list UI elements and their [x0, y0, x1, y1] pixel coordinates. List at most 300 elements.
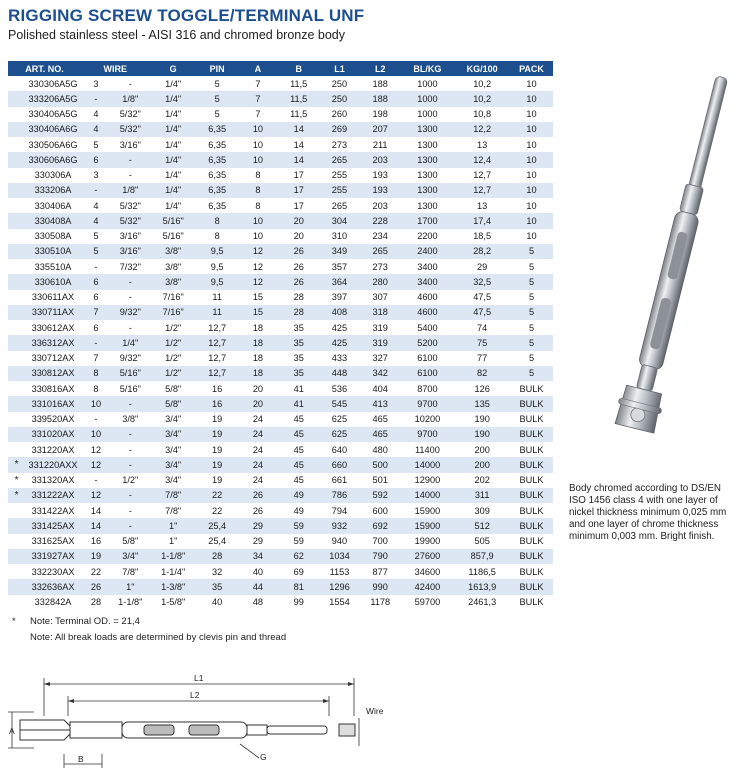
table-cell: 592 — [360, 488, 401, 503]
table-row — [8, 137, 553, 152]
table-cell: 5/16" — [119, 383, 141, 394]
table-cell: 12,7 — [197, 335, 238, 350]
table-cell: 47,5 — [473, 292, 492, 303]
table-cell: 28 — [293, 292, 304, 303]
table-cell: - — [111, 457, 150, 472]
table-cell: 330406A6G — [25, 122, 81, 137]
table-cell: 940 — [331, 536, 348, 547]
table-cell: 331020AX — [25, 427, 81, 442]
table-cell: 1/4" — [150, 152, 197, 167]
table-cell: 330306A — [34, 170, 72, 181]
table-cell: 1300 — [417, 139, 438, 150]
table-cell: BULK — [519, 414, 544, 425]
table-cell: 2461,3 — [468, 597, 497, 608]
table-cell: 330612AX — [31, 322, 75, 333]
row-marker — [8, 320, 25, 335]
table-cell: 12,2 — [454, 122, 510, 137]
table-cell: BULK — [510, 579, 553, 594]
table-cell: 203 — [360, 152, 401, 167]
table-cell: 59 — [278, 518, 319, 533]
row-marker — [8, 259, 25, 274]
table-cell: 3/4" — [150, 427, 197, 442]
table-row — [8, 381, 553, 396]
table-cell: 17 — [293, 200, 304, 211]
table-cell: 12 — [252, 261, 264, 272]
table-cell: 332230AX — [31, 566, 75, 577]
row-marker — [8, 366, 25, 381]
table-row — [8, 412, 553, 427]
table-cell: 5400 — [417, 322, 438, 333]
row-marker — [8, 198, 25, 213]
table-cell: 309 — [474, 505, 490, 516]
table-cell: 9,5 — [197, 244, 238, 259]
table-cell: 14 — [81, 518, 111, 533]
table-cell: 330711AX — [25, 305, 81, 320]
row-marker — [8, 564, 25, 579]
table-cell: 269 — [319, 122, 360, 137]
table-cell: 1296 — [319, 579, 360, 594]
table-cell: 625 — [319, 427, 360, 442]
table-cell: 26 — [252, 505, 264, 516]
table-cell: 34600 — [414, 566, 441, 577]
table-cell: 330606A6G — [25, 152, 81, 167]
table-cell: 12 — [81, 457, 111, 472]
row-marker: * — [14, 474, 19, 486]
table-cell: 28 — [197, 549, 238, 564]
table-cell: 12 — [238, 244, 279, 259]
table-cell: - — [111, 427, 150, 442]
table-cell: 6 — [93, 322, 99, 333]
table-cell: 19900 — [414, 536, 441, 547]
table-cell: 48 — [252, 597, 264, 608]
table-cell: 16 — [197, 396, 238, 411]
table-cell: 45 — [293, 444, 304, 455]
table-cell: 8700 — [417, 383, 438, 394]
table-cell: 35 — [293, 353, 304, 364]
table-cell: 5 — [528, 261, 535, 272]
row-marker: * — [8, 457, 25, 472]
table-cell: 5/32" — [119, 109, 141, 120]
table-cell: 3/16" — [119, 139, 141, 150]
table-cell: 333206A5G — [25, 91, 81, 106]
row-marker — [8, 274, 25, 289]
table-cell: 336312AX — [25, 335, 81, 350]
table-cell: 265 — [360, 244, 401, 259]
table-cell: 82 — [454, 366, 510, 381]
table-cell: 9,5 — [210, 261, 224, 272]
row-marker — [8, 335, 25, 350]
table-row — [8, 259, 553, 274]
row-marker — [8, 183, 25, 198]
table-cell: 19 — [212, 414, 223, 425]
table-cell: 1-1/4" — [161, 566, 186, 577]
table-row — [8, 595, 553, 610]
table-cell: 7/8" — [165, 505, 182, 516]
table-cell: 11,5 — [278, 91, 319, 106]
table-cell: 20 — [293, 231, 304, 242]
table-cell: 1034 — [319, 549, 360, 564]
table-cell: 25,4 — [197, 518, 238, 533]
row-marker — [8, 518, 25, 533]
row-marker — [8, 229, 25, 244]
table-cell: 188 — [372, 78, 388, 89]
table-cell: 18 — [252, 322, 264, 333]
table-cell: 9/32" — [119, 353, 141, 364]
table-cell: 330510A — [25, 244, 81, 259]
table-cell: 7 — [93, 353, 99, 364]
table-cell: 5 — [528, 353, 535, 364]
table-cell: 5 — [510, 274, 553, 289]
row-marker: * — [8, 488, 25, 503]
table-cell: 126 — [474, 383, 490, 394]
table-cell: 500 — [360, 457, 401, 472]
table-cell: 1/4" — [165, 109, 182, 120]
table-cell: 8 — [93, 383, 99, 394]
table-cell: - — [128, 322, 132, 333]
table-cell: 1/2" — [150, 366, 197, 381]
table-cell: 28,2 — [454, 244, 510, 259]
table-cell: 3/8" — [165, 261, 182, 272]
table-cell: 193 — [372, 170, 388, 181]
table-cell: - — [94, 414, 98, 425]
table-cell: 7/8" — [150, 488, 197, 503]
table-cell: 3/4" — [165, 475, 182, 486]
label-wire: Wire — [366, 706, 384, 716]
table-cell: 5 — [528, 322, 535, 333]
table-cell: 7/16" — [150, 305, 197, 320]
table-cell: 1/4" — [165, 139, 182, 150]
table-cell: 10,2 — [473, 78, 492, 89]
table-cell: 3400 — [417, 261, 438, 272]
table-cell: 10200 — [414, 414, 441, 425]
table-row — [8, 198, 553, 213]
col-a: A — [238, 61, 279, 76]
table-cell: 20 — [238, 396, 279, 411]
table-cell: 505 — [474, 536, 490, 547]
table-cell: 17 — [293, 170, 304, 181]
row-marker — [8, 107, 25, 122]
table-cell: 62 — [278, 549, 319, 564]
table-cell: 404 — [372, 383, 388, 394]
table-cell: 44 — [238, 579, 279, 594]
table-cell: 200 — [454, 457, 510, 472]
table-cell: 273 — [331, 139, 348, 150]
finish-description: Body chromed according to DS/EN ISO 1456 class 4 with one layer of nickel thickness minimum 0,025 mm and one layer of chrome thickness minimum 0,003 mm. Bright finish. — [569, 483, 727, 542]
table-cell: 24 — [252, 475, 264, 486]
table-cell: 10 — [526, 109, 537, 120]
table-cell: 28 — [278, 305, 319, 320]
row-marker — [8, 549, 25, 564]
table-cell: 1-5/8" — [161, 597, 186, 608]
table-cell: 6,35 — [208, 139, 227, 150]
table-cell: 1/8" — [111, 183, 150, 198]
table-cell: 7 — [238, 91, 279, 106]
table-cell: 349 — [319, 244, 360, 259]
table-cell: 15 — [252, 292, 264, 303]
table-cell: 12900 — [414, 475, 441, 486]
table-cell: 10 — [510, 152, 553, 167]
table-cell: 14000 — [401, 488, 455, 503]
table-cell: 5 — [510, 335, 553, 350]
table-cell: 1300 — [417, 200, 438, 211]
table-cell: 9700 — [401, 427, 455, 442]
table-cell: 786 — [319, 488, 360, 503]
table-cell: 794 — [331, 505, 348, 516]
table-cell: 1/8" — [111, 91, 150, 106]
table-cell: 1300 — [401, 152, 455, 167]
table-cell: 660 — [319, 457, 360, 472]
table-cell: 310 — [331, 231, 348, 242]
table-cell: BULK — [519, 597, 544, 608]
table-cell: 1613,9 — [454, 579, 510, 594]
table-cell: 8 — [214, 231, 220, 242]
table-cell: 10 — [510, 122, 553, 137]
table-cell: 413 — [360, 396, 401, 411]
table-cell: 10 — [510, 183, 553, 198]
table-cell: 397 — [331, 292, 348, 303]
table-cell: 990 — [360, 579, 401, 594]
table-cell: 250 — [331, 78, 348, 89]
table-cell: BULK — [510, 457, 553, 472]
row-marker — [8, 579, 25, 594]
table-cell: 1/2" — [122, 475, 139, 486]
table-cell: 10 — [510, 213, 553, 228]
table-cell: 1/4" — [150, 122, 197, 137]
table-cell: 11 — [212, 292, 222, 303]
table-cell: 10 — [238, 122, 279, 137]
spec-table-body — [8, 76, 553, 610]
table-cell: 331220AX — [31, 444, 75, 455]
table-cell: 2400 — [401, 244, 455, 259]
table-row — [8, 549, 553, 564]
table-cell: 34 — [238, 549, 279, 564]
table-cell: 3/4" — [165, 444, 182, 455]
table-cell: 330506A6G — [28, 139, 78, 150]
row-marker — [8, 244, 25, 259]
table-cell: BULK — [510, 396, 553, 411]
row-marker — [8, 213, 25, 228]
table-cell: 255 — [319, 183, 360, 198]
table-cell: 41 — [293, 383, 304, 394]
table-row — [8, 396, 553, 411]
table-cell: 18,5 — [473, 231, 492, 242]
table-cell: 330610A — [25, 274, 81, 289]
table-cell: - — [111, 396, 150, 411]
label-a: A — [9, 726, 15, 736]
table-cell: 319 — [360, 335, 401, 350]
table-cell: 331422AX — [31, 505, 75, 516]
table-cell: BULK — [519, 566, 544, 577]
table-row — [8, 320, 553, 335]
table-cell: 234 — [372, 231, 388, 242]
table-cell: 5/8" — [165, 383, 182, 394]
table-cell: 5 — [93, 139, 99, 150]
table-cell: 4600 — [417, 292, 438, 303]
table-cell: 465 — [372, 414, 388, 425]
label-l2: L2 — [190, 690, 200, 700]
table-cell: 10 — [526, 231, 537, 242]
table-cell: 14 — [293, 139, 304, 150]
table-cell: 3/8" — [150, 274, 197, 289]
table-cell: 69 — [293, 566, 304, 577]
table-cell: 5 — [528, 292, 535, 303]
table-cell: 26 — [238, 488, 279, 503]
table-cell: 20 — [252, 383, 264, 394]
table-cell: 6100 — [417, 353, 438, 364]
product-photo — [562, 60, 737, 480]
table-cell: - — [111, 152, 150, 167]
col-bl-kg: BL/KG — [401, 61, 455, 76]
table-cell: 22 — [212, 505, 223, 516]
table-cell: 448 — [319, 366, 360, 381]
table-cell: 20 — [278, 213, 319, 228]
table-row — [8, 152, 553, 167]
table-cell: 5/32" — [111, 122, 150, 137]
table-cell: 600 — [372, 505, 388, 516]
table-cell: 13 — [477, 139, 488, 150]
table-cell: 203 — [372, 200, 388, 211]
table-cell: 265 — [331, 200, 348, 211]
row-marker — [8, 534, 25, 549]
table-cell: 661 — [331, 475, 348, 486]
table-cell: 188 — [360, 91, 401, 106]
table-cell: 408 — [319, 305, 360, 320]
table-cell: 692 — [360, 518, 401, 533]
table-cell: 364 — [319, 274, 360, 289]
table-cell: 5 — [214, 78, 220, 89]
table-cell: 45 — [293, 414, 304, 425]
table-cell: 15900 — [401, 518, 455, 533]
table-cell: 45 — [293, 475, 304, 486]
table-cell: 6 — [81, 152, 111, 167]
table-cell: BULK — [510, 427, 553, 442]
table-cell: 501 — [372, 475, 388, 486]
table-cell: 6,35 — [197, 122, 238, 137]
table-cell: 5/16" — [162, 231, 184, 242]
table-cell: 59 — [293, 536, 304, 547]
row-marker — [8, 396, 25, 411]
row-marker — [8, 503, 25, 518]
table-cell: 273 — [372, 261, 388, 272]
note-terminal: Note: Terminal OD. = 21,4 — [30, 616, 140, 627]
table-cell: 331220AXX — [25, 457, 81, 472]
row-marker — [8, 427, 25, 442]
table-row — [8, 351, 553, 366]
table-cell: 19 — [212, 475, 223, 486]
table-cell: 335510A — [34, 261, 72, 272]
table-cell: 250 — [319, 91, 360, 106]
table-cell: 3/16" — [111, 244, 150, 259]
table-cell: 8 — [197, 213, 238, 228]
table-cell: 6,35 — [197, 152, 238, 167]
table-cell: 18 — [238, 335, 279, 350]
table-cell: 5/8" — [122, 536, 139, 547]
table-cell: 35 — [293, 322, 304, 333]
table-cell: 12,7 — [454, 183, 510, 198]
table-cell: 5 — [510, 305, 553, 320]
table-cell: 99 — [293, 597, 304, 608]
table-cell: 12,7 — [197, 366, 238, 381]
table-cell: 307 — [372, 292, 388, 303]
col-wire: WIRE — [81, 61, 150, 76]
row-marker — [8, 595, 25, 610]
table-cell: 228 — [360, 213, 401, 228]
table-cell: 11,5 — [290, 109, 308, 120]
table-row — [8, 335, 553, 350]
table-cell: 12 — [90, 444, 102, 455]
table-cell: 1/4" — [165, 78, 182, 89]
table-cell: 29 — [238, 518, 279, 533]
table-cell: 425 — [331, 322, 348, 333]
table-cell: 75 — [454, 335, 510, 350]
table-cell: - — [94, 475, 98, 486]
table-cell: 26 — [278, 274, 319, 289]
table-cell: 211 — [372, 139, 388, 150]
table-cell: 5 — [510, 366, 553, 381]
table-row — [8, 290, 553, 305]
table-row — [8, 366, 553, 381]
table-row — [8, 183, 553, 198]
table-cell: 4 — [93, 200, 99, 211]
table-cell: 4 — [81, 213, 111, 228]
table-cell: BULK — [519, 505, 544, 516]
table-cell: 330406A — [34, 200, 72, 211]
table-cell: 10 — [526, 78, 537, 89]
table-row — [8, 442, 553, 457]
table-cell: 81 — [278, 579, 319, 594]
table-cell: 3400 — [401, 274, 455, 289]
table-cell: 4 — [93, 109, 99, 120]
table-cell: 77 — [477, 353, 488, 364]
table-cell: 10 — [252, 139, 264, 150]
table-cell: 5 — [214, 109, 220, 120]
table-cell: BULK — [519, 383, 544, 394]
table-cell: 319 — [372, 322, 388, 333]
table-cell: - — [81, 91, 111, 106]
table-cell: 11,5 — [290, 78, 308, 89]
table-row — [8, 488, 553, 503]
table-cell: BULK — [519, 475, 544, 486]
row-marker — [8, 381, 25, 396]
table-cell: 1300 — [401, 183, 455, 198]
table-cell: 342 — [360, 366, 401, 381]
table-cell: 640 — [331, 444, 348, 455]
col-l2: L2 — [360, 61, 401, 76]
table-cell: 190 — [454, 427, 510, 442]
table-cell: 10,8 — [473, 109, 492, 120]
table-cell: 5/8" — [150, 396, 197, 411]
page-subtitle: Polished stainless steel - AISI 316 and chromed bronze body — [8, 28, 346, 42]
table-cell: 311 — [454, 488, 510, 503]
table-cell: 332842A — [34, 597, 72, 608]
table-cell: 3/4" — [111, 549, 150, 564]
table-cell: 12,7 — [208, 353, 227, 364]
table-cell: 331425AX — [25, 518, 81, 533]
table-cell: 1/2" — [165, 353, 182, 364]
table-cell: 25,4 — [208, 536, 227, 547]
table-cell: 14000 — [401, 457, 455, 472]
table-cell: 190 — [474, 414, 490, 425]
table-cell: - — [111, 274, 150, 289]
table-cell: 5/32" — [111, 213, 150, 228]
table-cell: 3/8" — [150, 244, 197, 259]
table-cell: 12,7 — [208, 322, 227, 333]
table-cell: 545 — [319, 396, 360, 411]
table-cell: 4600 — [401, 305, 455, 320]
table-cell: 331222AX — [25, 488, 81, 503]
table-cell: BULK — [510, 488, 553, 503]
table-cell: 10,2 — [454, 91, 510, 106]
